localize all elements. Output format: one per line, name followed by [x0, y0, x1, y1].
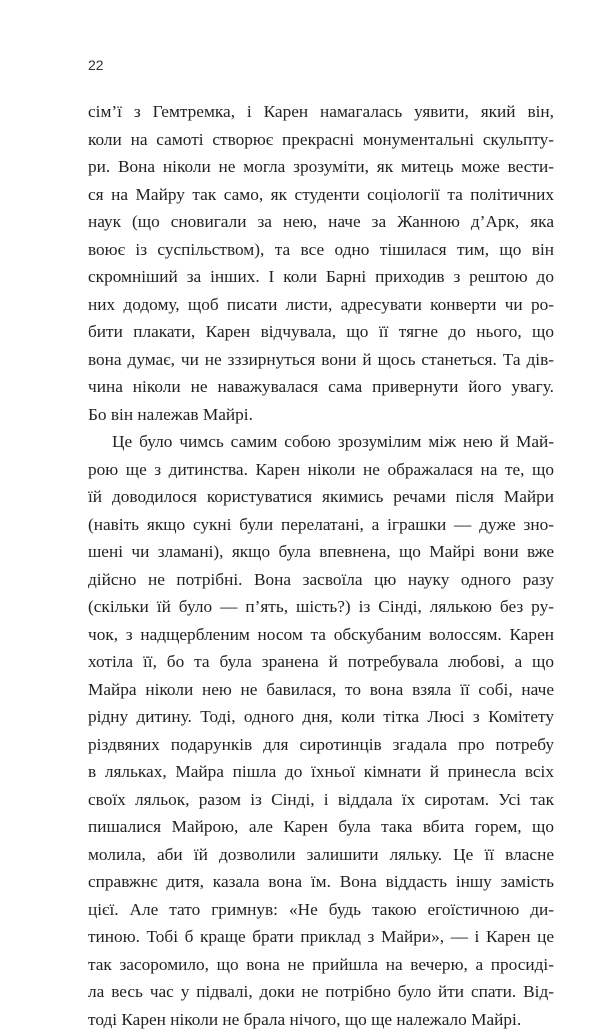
- text-line: Це було чимсь самим собою зрозумілим між нею й Май-: [88, 428, 554, 456]
- text-line: хотіла її, бо та була зранена й потребувала любові, а що: [88, 648, 554, 676]
- text-line: в ляльках, Майра пішла до їхньої кімнати й принесла всіх: [88, 758, 554, 786]
- text-line: справжнє дитя, казала вона їм. Вона віддасть іншу замість: [88, 868, 554, 896]
- text-line: Бо він належав Майрі.: [88, 401, 554, 429]
- text-line: тиною. Тобі б краще брати приклад з Майри», — і Карен це: [88, 923, 554, 951]
- text-line: рідну дитину. Тоді, одного дня, коли тітка Люсі з Комітету: [88, 703, 554, 731]
- text-line: Майра ніколи нею не бавилася, то вона взяла її собі, наче: [88, 676, 554, 704]
- paragraph-2: [88, 428, 554, 1033]
- text-line: них додому, щоб писати листи, адресувати конверти чи ро-: [88, 291, 554, 319]
- text-line: цієї. Але тато гримнув: «Не будь такою егоїстичною ди-: [88, 896, 554, 924]
- text-line: чина ніколи не наважувалася сама привернути його увагу.: [88, 373, 554, 401]
- text-line: сім’ї з Гемтремка, і Карен намагалась уявити, який він,: [88, 98, 554, 126]
- text-line: (навіть якщо сукні були перелатані, а іграшки — дуже зно-: [88, 511, 554, 539]
- text-line: ри. Вона ніколи не могла зрозуміти, як митець може вести-: [88, 153, 554, 181]
- text-line: рою ще з дитинства. Карен ніколи не ображалася на те, що: [88, 456, 554, 484]
- page-number: 22: [88, 57, 104, 73]
- text-line: тоді Карен ніколи не брала нічого, що ще належало Майрі.: [88, 1006, 554, 1033]
- text-line: воює із суспільством), та все одно тішилася тим, що він: [88, 236, 554, 264]
- text-line: дійсно не потрібні. Вона засвоїла цю науку одного разу: [88, 566, 554, 594]
- text-line: бити плакати, Карен відчувала, що її тягне до нього, що: [88, 318, 554, 346]
- text-line: шені чи зламані), якщо була впевнена, що Майрі вони вже: [88, 538, 554, 566]
- text-line: наук (що сновигали за нею, наче за Жанною д’Арк, яка: [88, 208, 554, 236]
- text-line: вона думає, чи не зззирнуться вони й щось станеться. Та дів-: [88, 346, 554, 374]
- body-text: [88, 98, 554, 1033]
- text-line: молила, аби їй дозволили залишити ляльку. Це її власне: [88, 841, 554, 869]
- text-line: (скільки їй було — п’ять, шість?) із Сінді, лялькою без ру-: [88, 593, 554, 621]
- text-line: скромніший за інших. І коли Барні приходив з рештою до: [88, 263, 554, 291]
- text-line: ся на Майру так само, як студенти соціології та політичних: [88, 181, 554, 209]
- text-line: чок, з надщербленим носом та обскубаним волоссям. Карен: [88, 621, 554, 649]
- text-line: пишалися Майрою, але Карен була така вбита горем, що: [88, 813, 554, 841]
- text-line: ла весь час у підвалі, доки не потрібно було йти спати. Від-: [88, 978, 554, 1006]
- text-line: своїх ляльок, разом із Сінді, і віддала їх сиротам. Усі так: [88, 786, 554, 814]
- text-line: різдвяних подарунків для сиротинців згадала про потребу: [88, 731, 554, 759]
- text-line: коли на самоті створює прекрасні монументальні скульпту-: [88, 126, 554, 154]
- text-line: їй доводилося користуватися якимись речами після Майри: [88, 483, 554, 511]
- paragraph-1: [88, 98, 554, 428]
- text-line: так засоромило, що вона не прийшла на вечерю, а просиді-: [88, 951, 554, 979]
